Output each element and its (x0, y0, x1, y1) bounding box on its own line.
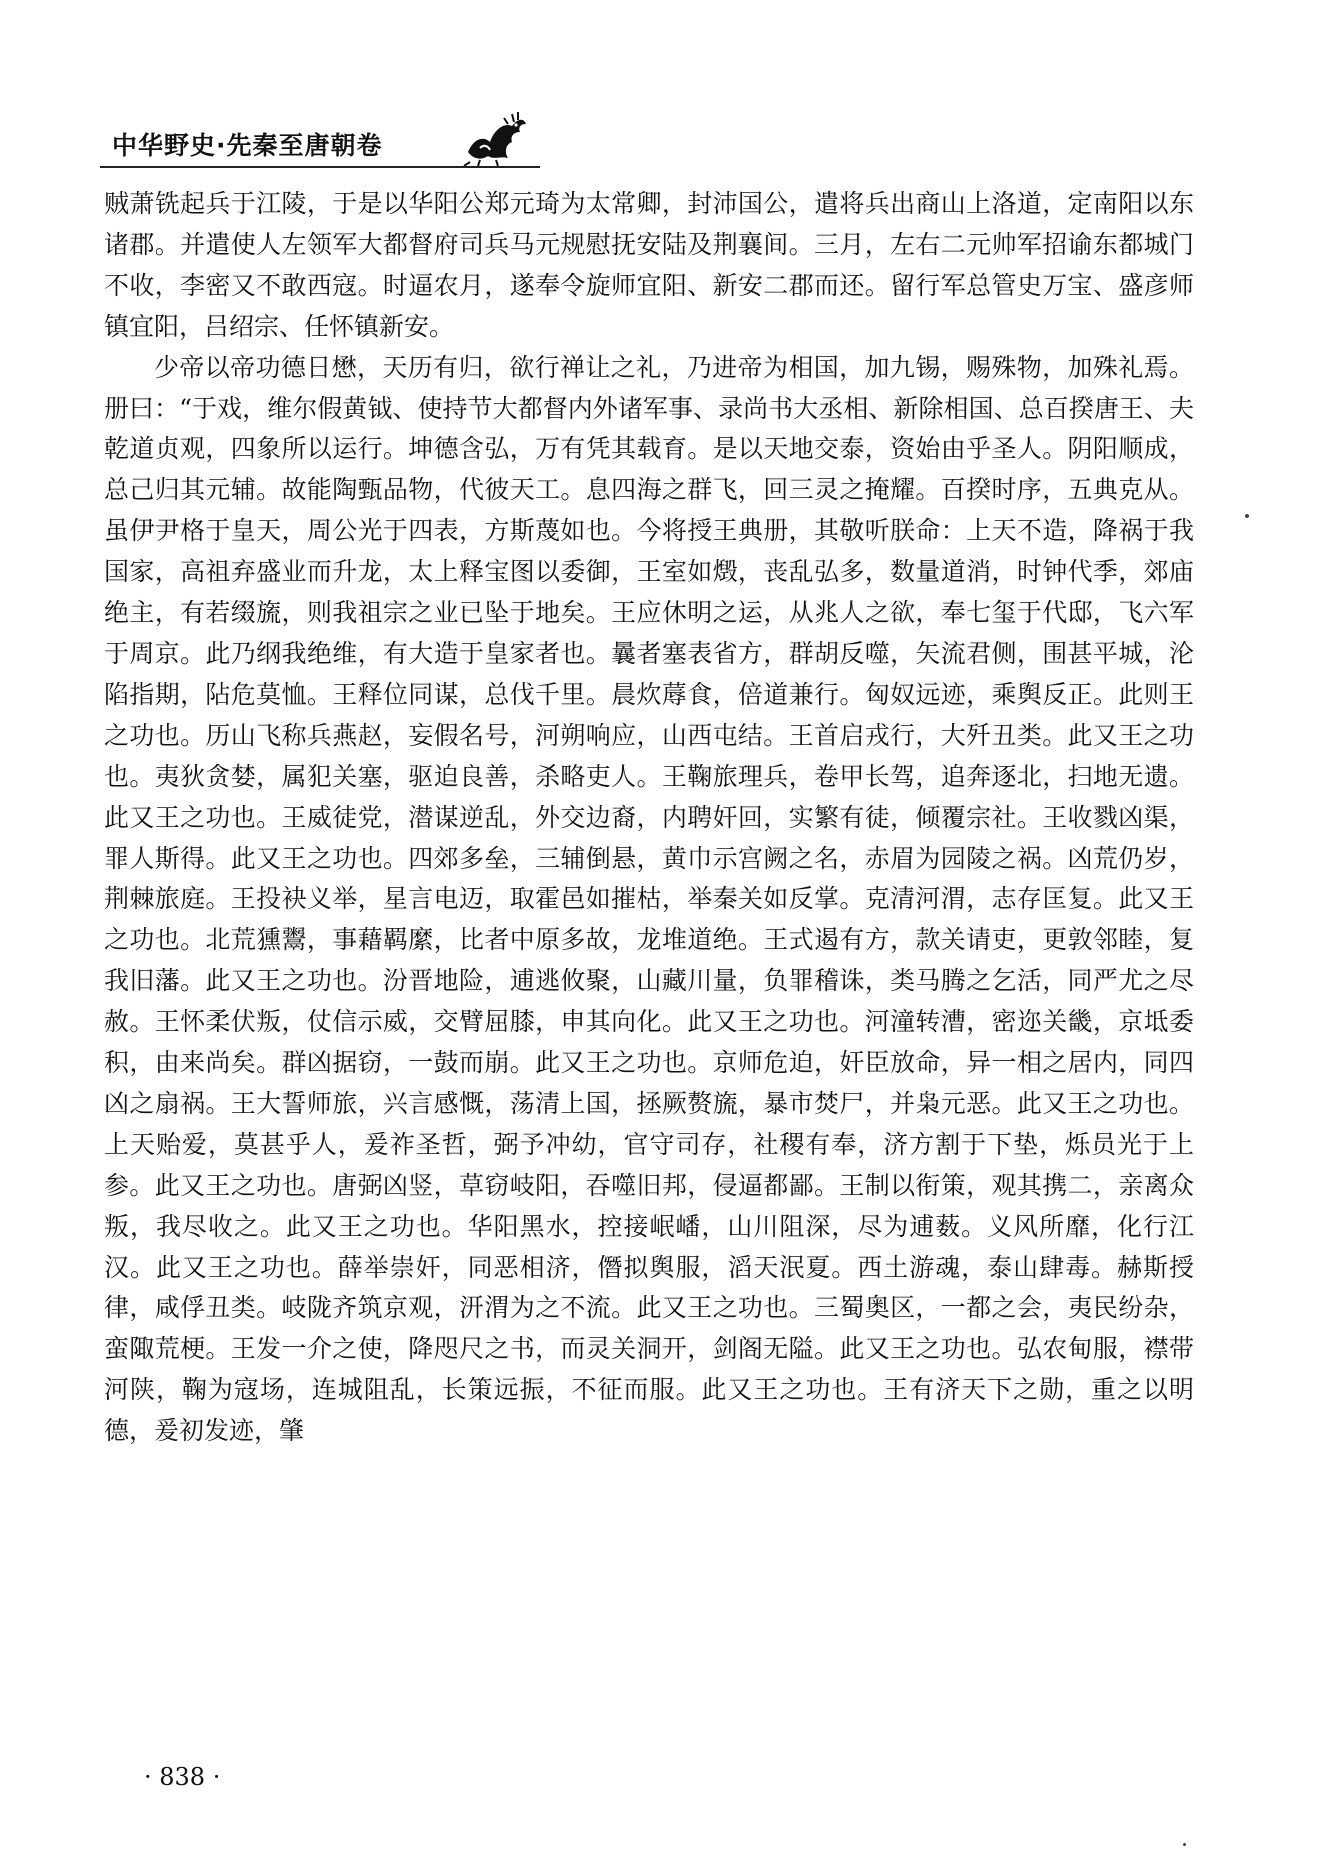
header-rule (100, 166, 540, 168)
dragon-icon (460, 108, 530, 166)
running-header (100, 108, 550, 168)
main-text (104, 184, 1194, 1452)
page-number: · 838 · (144, 1763, 221, 1791)
scan-speck (1183, 1843, 1186, 1846)
book-title: 中华野史·先秦至唐朝卷 (112, 131, 383, 160)
scan-speck (1245, 514, 1249, 518)
paragraph: 少帝以帝功德日懋，天历有归，欲行禅让之礼，乃进帝为相国，加九锡，赐殊物，加殊礼焉。册曰：“于戏，维尔假黄钺、使持节大都督内外诸军事、录尚书大丞相、新除相国、总百揆唐王、夫乾道贞观，四象所以运行。坤德含弘，万有凭其载育。是以天地交泰，资始由乎圣人。阴阳顺成，总己归其元辅。故能陶甄品物，代彼天工。息四海之群飞，回三灵之掩耀。百揆时序，五典克从。虽伊尹格于皇天，周公光于四表，方斯蔑如也。今将授王典册，其敬听朕命：上天不造，降祸于我国家，高祖弃盛业而升龙，太上释宝图以委御，王室如燬，丧乱弘多，数量道消，时钟代季，郊庙绝主，有若缀旒，则我祖宗之业已坠于地矣。王应休明之运，从兆人之欲，奉七玺于代邸，飞六军于周京。此乃纲我绝维，有大造于皇家者也。曩者塞表省方，群胡反噬，矢流君侧，围甚平城，沦陷指期，阽危莫恤。王释位同谋，总伐千里。晨炊蓐食，倍道兼行。匈奴远迹，乘舆反正。此则王之功也。历山飞称兵燕赵，妄假名号，河朔响应，山西屯结。王首启戎行，大歼丑类。此又王之功也。夷狄贪婪，属犯关塞，驱迫良善，杀略吏人。王鞠旅理兵，卷甲长驾，追奔逐北，扫地无遗。此又王之功也。王威徒党，潜谋逆乱，外交边裔，内聘奸回，实繁有徒，倾覆宗社。王收戮凶渠，罪人斯得。此又王之功也。四郊多垒，三辅倒悬，黄巾示宫阙之名，赤眉为园陵之祸。凶荒仍岁，荆棘旅庭。王投袂义举，星言电迈，取霍邑如摧枯，举秦关如反掌。克清河渭，志存匡复。此又王之功也。北荒獯鬻，事藉羁縻，比者中原多故，龙堆道绝。王式遏有方，款关请吏，更敦邻睦，复我旧藩。此又王之功也。汾晋地险，逋逃攸聚，山藏川量，负罪稽诛，类马腾之乞活，同严尤之尽赦。王怀柔伏叛，仗信示威，交臂屈膝，申其向化。此又王之功也。河潼转漕，密迩关畿，京坻委积，由来尚矣。群凶据窃，一鼓而崩。此又王之功也。京师危迫，奸臣放命，异一相之居内，同四凶之扇祸。王大誓师旅，兴言感慨，荡清上国，拯厥赘旒，暴市焚尸，并枭元恶。此又王之功也。上天贻爱，莫甚乎人，爰祚圣哲，弼予冲幼，官守司存，社稷有奉，济方割于下垫，烁员光于上参。此又王之功也。唐弼凶竖，草窃岐阳，吞噬旧邦，侵逼都鄙。王制以衔策，观其携二，亲离众叛，我尽收之。此又王之功也。华阳黑水，控接岷嶓，山川阻深，尽为逋薮。义风所靡，化行江汉。此又王之功也。薛举崇奸，同恶相济，僭拟舆服，滔天泯夏。西土游魂，泰山肆毒。赫斯授律，咸俘丑类。岐陇齐筑京观，汧渭为之不流。此又王之功也。三蜀奥区，一都之会，夷民纷杂，蛮陬荒梗。王发一介之使，降咫尺之书，而灵关洞开，剑阁无隘。此又王之功也。弘农甸服，襟带河陕，鞠为寇场，连城阻乱，长策远振，不征而服。此又王之功也。王有济天下之勋，重之以明德，爰初发迹，肇 (104, 352, 1194, 1446)
paragraph: 贼萧铣起兵于江陵，于是以华阳公郑元琦为太常卿，封沛国公，遣将兵出商山上洛道，定南阳以东诸郡。并遣使人左领军大都督府司兵马元规慰抚安陆及荆襄间。三月，左右二元帅军招谕东都城门不收，李密又不敢西寇。时逼农月，遂奉令旋师宜阳、新安二郡而还。留行军总管史万宝、盛彦师镇宜阳，吕绍宗、任怀镇新安。 (104, 189, 1194, 341)
